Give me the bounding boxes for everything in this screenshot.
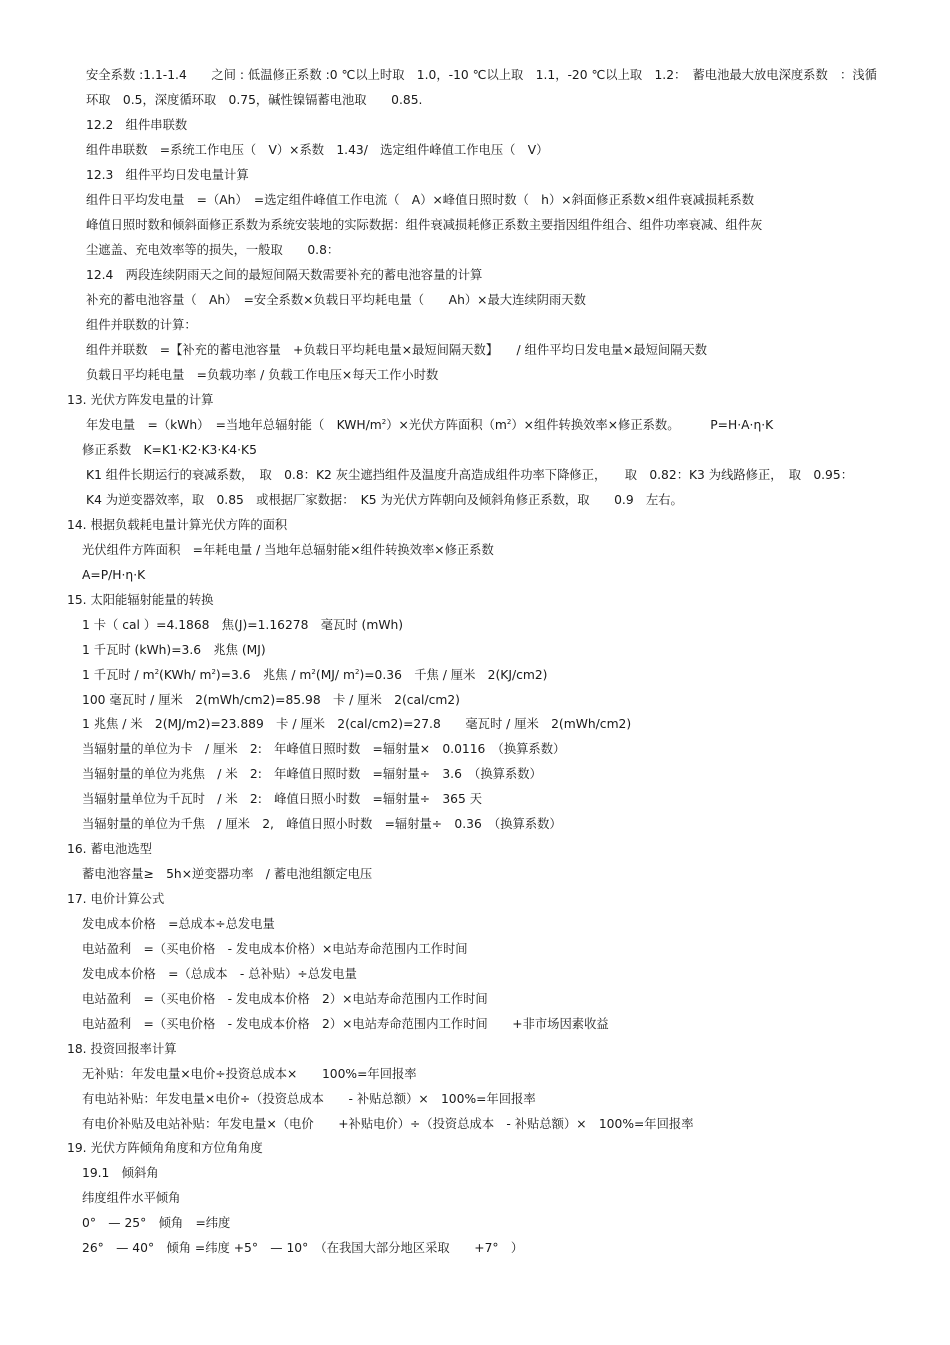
- section-heading: 13. 光伏方阵发电量的计算: [67, 393, 214, 407]
- formula-line: 有电价补贴及电站补贴：年发电量×（电价 +补贴电价）÷（投资总成本 - 补贴总额）× 100%=年回报率: [82, 1117, 694, 1131]
- formula-line: 100 毫瓦时 / 厘米 2(mWh/cm2)=85.98 卡 / 厘米 2(cal/cm2): [82, 693, 460, 707]
- formula-line: 负载日平均耗电量 =负载功率 / 负载工作电压×每天工作小时数: [86, 368, 439, 382]
- formula-line: 电站盈利 =（买电价格 - 发电成本价格 2）×电站寿命范围内工作时间: [82, 992, 488, 1006]
- text-line: 峰值日照时数和倾斜面修正系数为系统安装地的实际数据：组件衰减损耗修正系数主要指因组件组合、组件功率衰减、组件灰: [86, 218, 763, 232]
- formula-line: 发电成本价格 =（总成本 - 总补贴）÷总发电量: [82, 967, 357, 981]
- formula-line: 当辐射量单位为千瓦时 / 米 2: 峰值日照小时数 =辐射量÷ 365 天: [82, 792, 483, 806]
- formula-line: A=P/H·η·K: [82, 568, 146, 582]
- formula-line: 补充的蓄电池容量（ Ah） =安全系数×负载日平均耗电量（ Ah）×最大连续阴雨天数: [86, 293, 586, 307]
- formula-line: 年发电量 =（kWh） =当地年总辐射能（ KWH/$m^2)\times$光伏方阵面积$(m^2)\times$组件转换效率×修正系数。 P=H·A·η·K: [86, 418, 774, 432]
- formula-line: 组件日平均发电量 =（Ah） =选定组件峰值工作电流（ A）×峰值日照时数（ h）×斜面修正系数×组件衰减损耗系数: [86, 193, 755, 207]
- section-heading: 14. 根据负载耗电量计算光伏方阵的面积: [67, 518, 288, 532]
- text-line: K1 组件长期运行的衰减系数， 取 0.8：K2 灰尘遮挡组件及温度升高造成组件功率下降修正， 取 0.82：K3 为线路修正， 取 0.95：: [86, 468, 853, 482]
- section-heading: 19.1 倾斜角: [82, 1166, 159, 1180]
- formula-line: 1 卡（ cal ）=4.1868 焦(J)=1.16278 毫瓦时 (mWh): [82, 618, 404, 632]
- formula-line: 组件串联数 =系统工作电压（ V）×系数 1.43/ 选定组件峰值工作电压（ V）: [86, 143, 549, 157]
- formula-line: 发电成本价格 =总成本÷总发电量: [82, 917, 275, 931]
- section-heading: 18. 投资回报率计算: [67, 1042, 177, 1056]
- formula-line: 蓄电池容量≥ 5h×逆变器功率 / 蓄电池组额定电压: [82, 867, 373, 881]
- section-heading: 16. 蓄电池选型: [67, 842, 152, 856]
- text-line: 尘遮盖、充电效率等的损失，一般取 0.8：: [86, 243, 340, 257]
- section-heading: 12.2 组件串联数: [86, 118, 188, 132]
- formula-line: 当辐射量的单位为卡 / 厘米 2: 年峰值日照时数 =辐射量× 0.0116 （换算系数）: [82, 742, 566, 756]
- formula-line: 电站盈利 =（买电价格 - 发电成本价格）×电站寿命范围内工作时间: [82, 942, 468, 956]
- formula-line: 有电站补贴：年发电量×电价÷（投资总成本 - 补贴总额）× 100%=年回报率: [82, 1092, 536, 1106]
- section-heading: 12.3 组件平均日发电量计算: [86, 168, 249, 182]
- text-line: 安全系数 :1.1-1.4 之间 : 低温修正系数 :0 ℃以上时取 1.0，-10 ℃以上取 1.1，-20 ℃以上取 1.2： 蓄电池最大放电深度系数 ：浅循: [86, 68, 877, 82]
- formula-line: 组件并联数 =【补充的蓄电池容量 +负载日平均耗电量×最短间隔天数】 / 组件平均日发电量×最短间隔天数: [86, 343, 708, 357]
- formula-line: 修正系数 K=K1·K2·K3·K4·K5: [82, 443, 257, 457]
- formula-line: 0° — 25° 倾角 =纬度: [82, 1216, 231, 1230]
- section-heading: 19. 光伏方阵倾角角度和方位角角度: [67, 1141, 263, 1155]
- formula-line: 当辐射量的单位为千焦 / 厘米 2, 峰值日照小时数 =辐射量÷ 0.36 （换算系数）: [82, 817, 562, 831]
- formula-line: 电站盈利 =（买电价格 - 发电成本价格 2）×电站寿命范围内工作时间 +非市场因素收益: [82, 1017, 609, 1031]
- formula-line: 无补贴：年发电量×电价÷投资总成本× 100%=年回报率: [82, 1067, 417, 1081]
- formula-line: 26° — 40° 倾角 =纬度 +5° — 10° （在我国大部分地区采取 +7° ）: [82, 1241, 524, 1255]
- text-line: 环取 0.5，深度循环取 0.75，碱性镍镉蓄电池取 0.85.: [86, 93, 423, 107]
- text-line: 纬度组件水平倾角: [82, 1191, 181, 1205]
- formula-line: 1 兆焦 / 米 2(MJ/m2)=23.889 卡 / 厘米 2(cal/cm2)=27.8 毫瓦时 / 厘米 2(mWh/cm2): [82, 717, 632, 731]
- section-heading: 12.4 两段连续阴雨天之间的最短间隔天数需要补充的蓄电池容量的计算: [86, 268, 483, 282]
- section-heading: 15. 太阳能辐射能量的转换: [67, 593, 214, 607]
- formula-line: 光伏组件方阵面积 =年耗电量 / 当地年总辐射能×组件转换效率×修正系数: [82, 543, 494, 557]
- formula-line: 1 千瓦时 / $m^2(KWh/$ $m^2)=3.6$ 兆焦 / $m^2(MJ/$ $m^2)=0.36$ 千焦 / 厘米 2(KJ/cm2): [82, 668, 548, 682]
- section-heading: 17. 电价计算公式: [67, 892, 165, 906]
- formula-line: 1 千瓦时 (kWh)=3.6 兆焦 (MJ): [82, 643, 266, 657]
- text-line: 组件并联数的计算：: [86, 318, 197, 332]
- formula-line: 当辐射量的单位为兆焦 / 米 2: 年峰值日照时数 =辐射量÷ 3.6 （换算系数）: [82, 767, 542, 781]
- text-line: K4 为逆变器效率，取 0.85 或根据厂家数据： K5 为光伏方阵朝向及倾斜角修正系数，取 0.9 左右。: [86, 493, 683, 507]
